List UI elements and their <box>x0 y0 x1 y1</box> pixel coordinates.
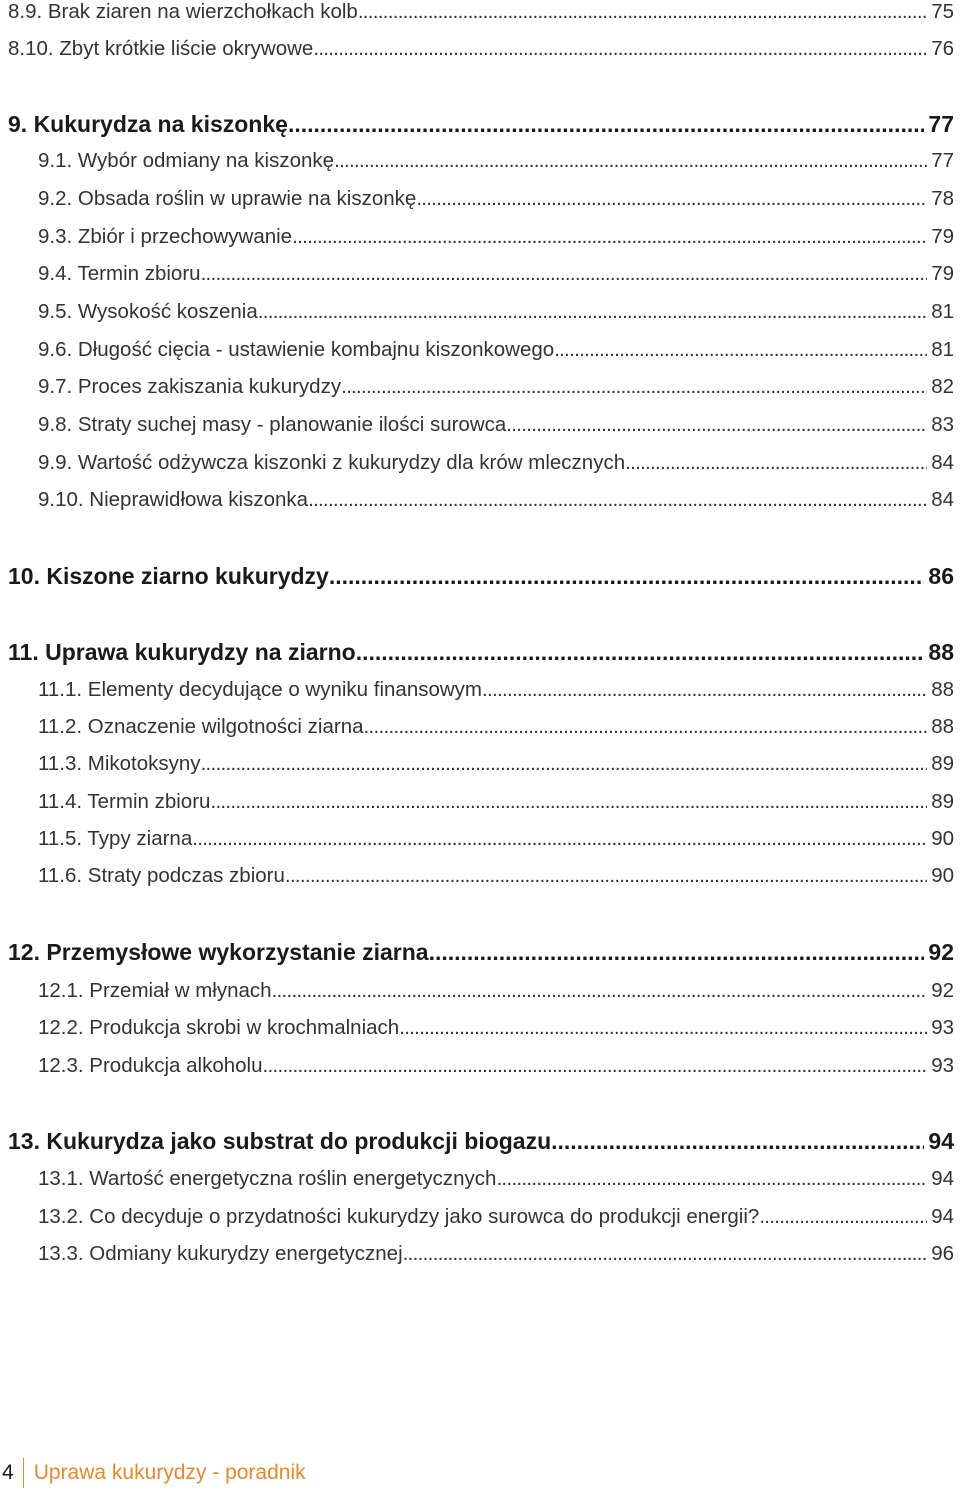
dot-leader <box>341 371 927 403</box>
toc-entry-page: 89 <box>931 752 954 775</box>
toc-entry-page: 79 <box>931 225 954 248</box>
toc-entry-title: 8.10. Zbyt krótkie liście okrywowe <box>8 37 314 60</box>
toc-entry[interactable] <box>38 975 954 1007</box>
dot-leader <box>313 33 927 65</box>
dot-leader <box>399 1012 927 1044</box>
toc-entry-title: 11.1. Elementy decydujące o wyniku finansowym <box>38 678 483 701</box>
toc-entry[interactable] <box>38 711 954 743</box>
dot-leader <box>625 447 927 479</box>
toc-entry[interactable] <box>38 786 954 818</box>
toc-entry[interactable] <box>38 1201 954 1233</box>
toc-chapter[interactable] <box>8 1125 954 1157</box>
toc-entry-title: 9.9. Wartość odżywcza kiszonki z kukurydzy dla krów mlecznych <box>38 451 626 474</box>
toc-entry-page: 88 <box>931 678 954 701</box>
toc-entry-page: 81 <box>931 338 954 361</box>
toc-chapter-title: 11. Uprawa kukurydzy na ziarno <box>8 639 356 665</box>
toc-entry[interactable] <box>38 183 954 215</box>
toc-chapter[interactable] <box>8 636 954 668</box>
toc-entry[interactable] <box>38 221 954 253</box>
toc-entry-title: 11.4. Termin zbioru <box>38 790 211 813</box>
dot-leader <box>288 108 924 140</box>
toc-entry-title: 12.3. Produkcja alkoholu <box>38 1054 263 1077</box>
toc-entry-title: 8.9. Brak ziaren na wierzchołkach kolb <box>8 0 358 23</box>
dot-leader <box>292 221 927 253</box>
dot-leader <box>210 786 927 818</box>
toc-chapter[interactable] <box>8 560 954 592</box>
toc-entry-title: 9.8. Straty suchej masy - planowanie ilości surowca <box>38 413 507 436</box>
toc-entry[interactable] <box>8 0 954 28</box>
toc-entry-page: 90 <box>931 864 954 887</box>
dot-leader <box>403 1238 928 1270</box>
toc-entry-title: 9.1. Wybór odmiany na kiszonkę <box>38 149 335 172</box>
dot-leader <box>285 860 927 892</box>
toc-entry-title: 9.7. Proces zakiszania kukurydzy <box>38 375 342 398</box>
toc-entry[interactable] <box>38 1012 954 1044</box>
toc-entry[interactable] <box>38 823 954 855</box>
toc-chapter-page: 92 <box>928 939 954 965</box>
toc-entry[interactable] <box>8 33 954 65</box>
toc-entry-page: 94 <box>931 1167 954 1190</box>
toc-entry[interactable] <box>38 145 954 177</box>
toc-entry[interactable] <box>38 371 954 403</box>
toc-entry[interactable] <box>38 296 954 328</box>
toc-entry[interactable] <box>38 409 954 441</box>
toc-entry-page: 89 <box>931 790 954 813</box>
dot-leader <box>263 1050 928 1082</box>
dot-leader <box>554 334 927 366</box>
toc-entry-page: 96 <box>931 1242 954 1265</box>
toc-entry-page: 81 <box>931 300 954 323</box>
dot-leader <box>201 258 928 290</box>
dot-leader <box>551 1125 924 1157</box>
toc-entry-page: 75 <box>931 0 954 23</box>
toc-entry-page: 93 <box>931 1016 954 1039</box>
toc-chapter[interactable] <box>8 936 954 968</box>
toc-entry-page: 90 <box>931 827 954 850</box>
toc-entry-title: 9.2. Obsada roślin w uprawie na kiszonkę <box>38 187 417 210</box>
toc-entry-page: 84 <box>931 451 954 474</box>
toc-entry-page: 94 <box>931 1205 954 1228</box>
toc-entry-page: 88 <box>931 715 954 738</box>
toc-entry-page: 84 <box>931 488 954 511</box>
toc-entry-title: 12.1. Przemiał w młynach <box>38 979 272 1002</box>
toc-entry-title: 9.3. Zbiór i przechowywanie <box>38 225 293 248</box>
toc-entry[interactable] <box>38 258 954 290</box>
dot-leader <box>429 936 925 968</box>
dot-leader <box>364 711 928 743</box>
dot-leader <box>192 823 927 855</box>
toc-entry-page: 77 <box>931 149 954 172</box>
toc-chapter-page: 88 <box>928 639 954 665</box>
dot-leader <box>482 674 927 706</box>
toc-entry-page: 82 <box>931 375 954 398</box>
toc-entry-page: 93 <box>931 1054 954 1077</box>
toc-chapter-title: 9. Kukurydza na kiszonkę <box>8 111 288 137</box>
toc-chapter-title: 10. Kiszone ziarno kukurydzy <box>8 563 329 589</box>
dot-leader <box>358 0 927 28</box>
toc-entry-title: 9.10. Nieprawidłowa kiszonka <box>38 488 309 511</box>
toc-entry-title: 13.1. Wartość energetyczna roślin energetycznych <box>38 1167 497 1190</box>
toc-entry-title: 11.6. Straty podczas zbioru <box>38 864 285 887</box>
dot-leader <box>272 975 928 1007</box>
toc-entry-title: 9.6. Długość cięcia - ustawienie kombajnu kiszonkowego <box>38 338 555 361</box>
toc-entry-page: 79 <box>931 262 954 285</box>
dot-leader <box>308 484 927 516</box>
toc-entry[interactable] <box>38 1238 954 1270</box>
toc-entry-title: 13.2. Co decyduje o przydatności kukurydzy jako surowca do produkcji energii? <box>38 1205 760 1228</box>
publication-title: Uprawa kukurydzy - poradnik <box>33 1461 306 1484</box>
toc-entry-title: 9.4. Termin zbioru <box>38 262 201 285</box>
toc-chapter-page: 86 <box>928 563 954 589</box>
toc-entry-title: 11.5. Typy ziarna <box>38 827 193 850</box>
toc-entry[interactable] <box>38 334 954 366</box>
toc-entry[interactable] <box>38 484 954 516</box>
toc-entry-page: 76 <box>931 37 954 60</box>
dot-leader <box>334 145 927 177</box>
dot-leader <box>356 636 925 668</box>
toc-entry-title: 13.3. Odmiany kukurydzy energetycznej <box>38 1242 403 1265</box>
dot-leader <box>506 409 927 441</box>
toc-entry-page: 83 <box>931 413 954 436</box>
toc-entry[interactable] <box>38 447 954 479</box>
toc-entry[interactable] <box>38 1163 954 1195</box>
toc-entry-title: 12.2. Produkcja skrobi w krochmalniach <box>38 1016 400 1039</box>
toc-entry[interactable] <box>38 748 954 780</box>
dot-leader <box>201 748 928 780</box>
dot-leader <box>329 560 925 592</box>
toc-entry[interactable] <box>38 1050 954 1082</box>
page-number: 4 <box>2 1461 14 1484</box>
toc-entry[interactable] <box>38 860 954 892</box>
toc-chapter-title: 12. Przemysłowe wykorzystanie ziarna <box>8 939 429 965</box>
dot-leader <box>258 296 927 328</box>
toc-chapter-page: 77 <box>928 111 954 137</box>
toc-entry-page: 78 <box>931 187 954 210</box>
toc-entry-title: 9.5. Wysokość koszenia <box>38 300 258 323</box>
toc-entry-title: 11.2. Oznaczenie wilgotności ziarna <box>38 715 364 738</box>
dot-leader <box>496 1163 927 1195</box>
toc-chapter-title: 13. Kukurydza jako substrat do produkcji biogazu <box>8 1128 552 1154</box>
toc-entry[interactable] <box>38 674 954 706</box>
toc-chapter-page: 94 <box>928 1128 954 1154</box>
dot-leader <box>416 183 927 215</box>
toc-chapter[interactable] <box>8 108 954 140</box>
toc-entry-page: 92 <box>931 979 954 1002</box>
dot-leader <box>759 1201 927 1233</box>
page-footer <box>0 1456 306 1490</box>
toc-entry-title: 11.3. Mikotoksyny <box>38 752 201 775</box>
